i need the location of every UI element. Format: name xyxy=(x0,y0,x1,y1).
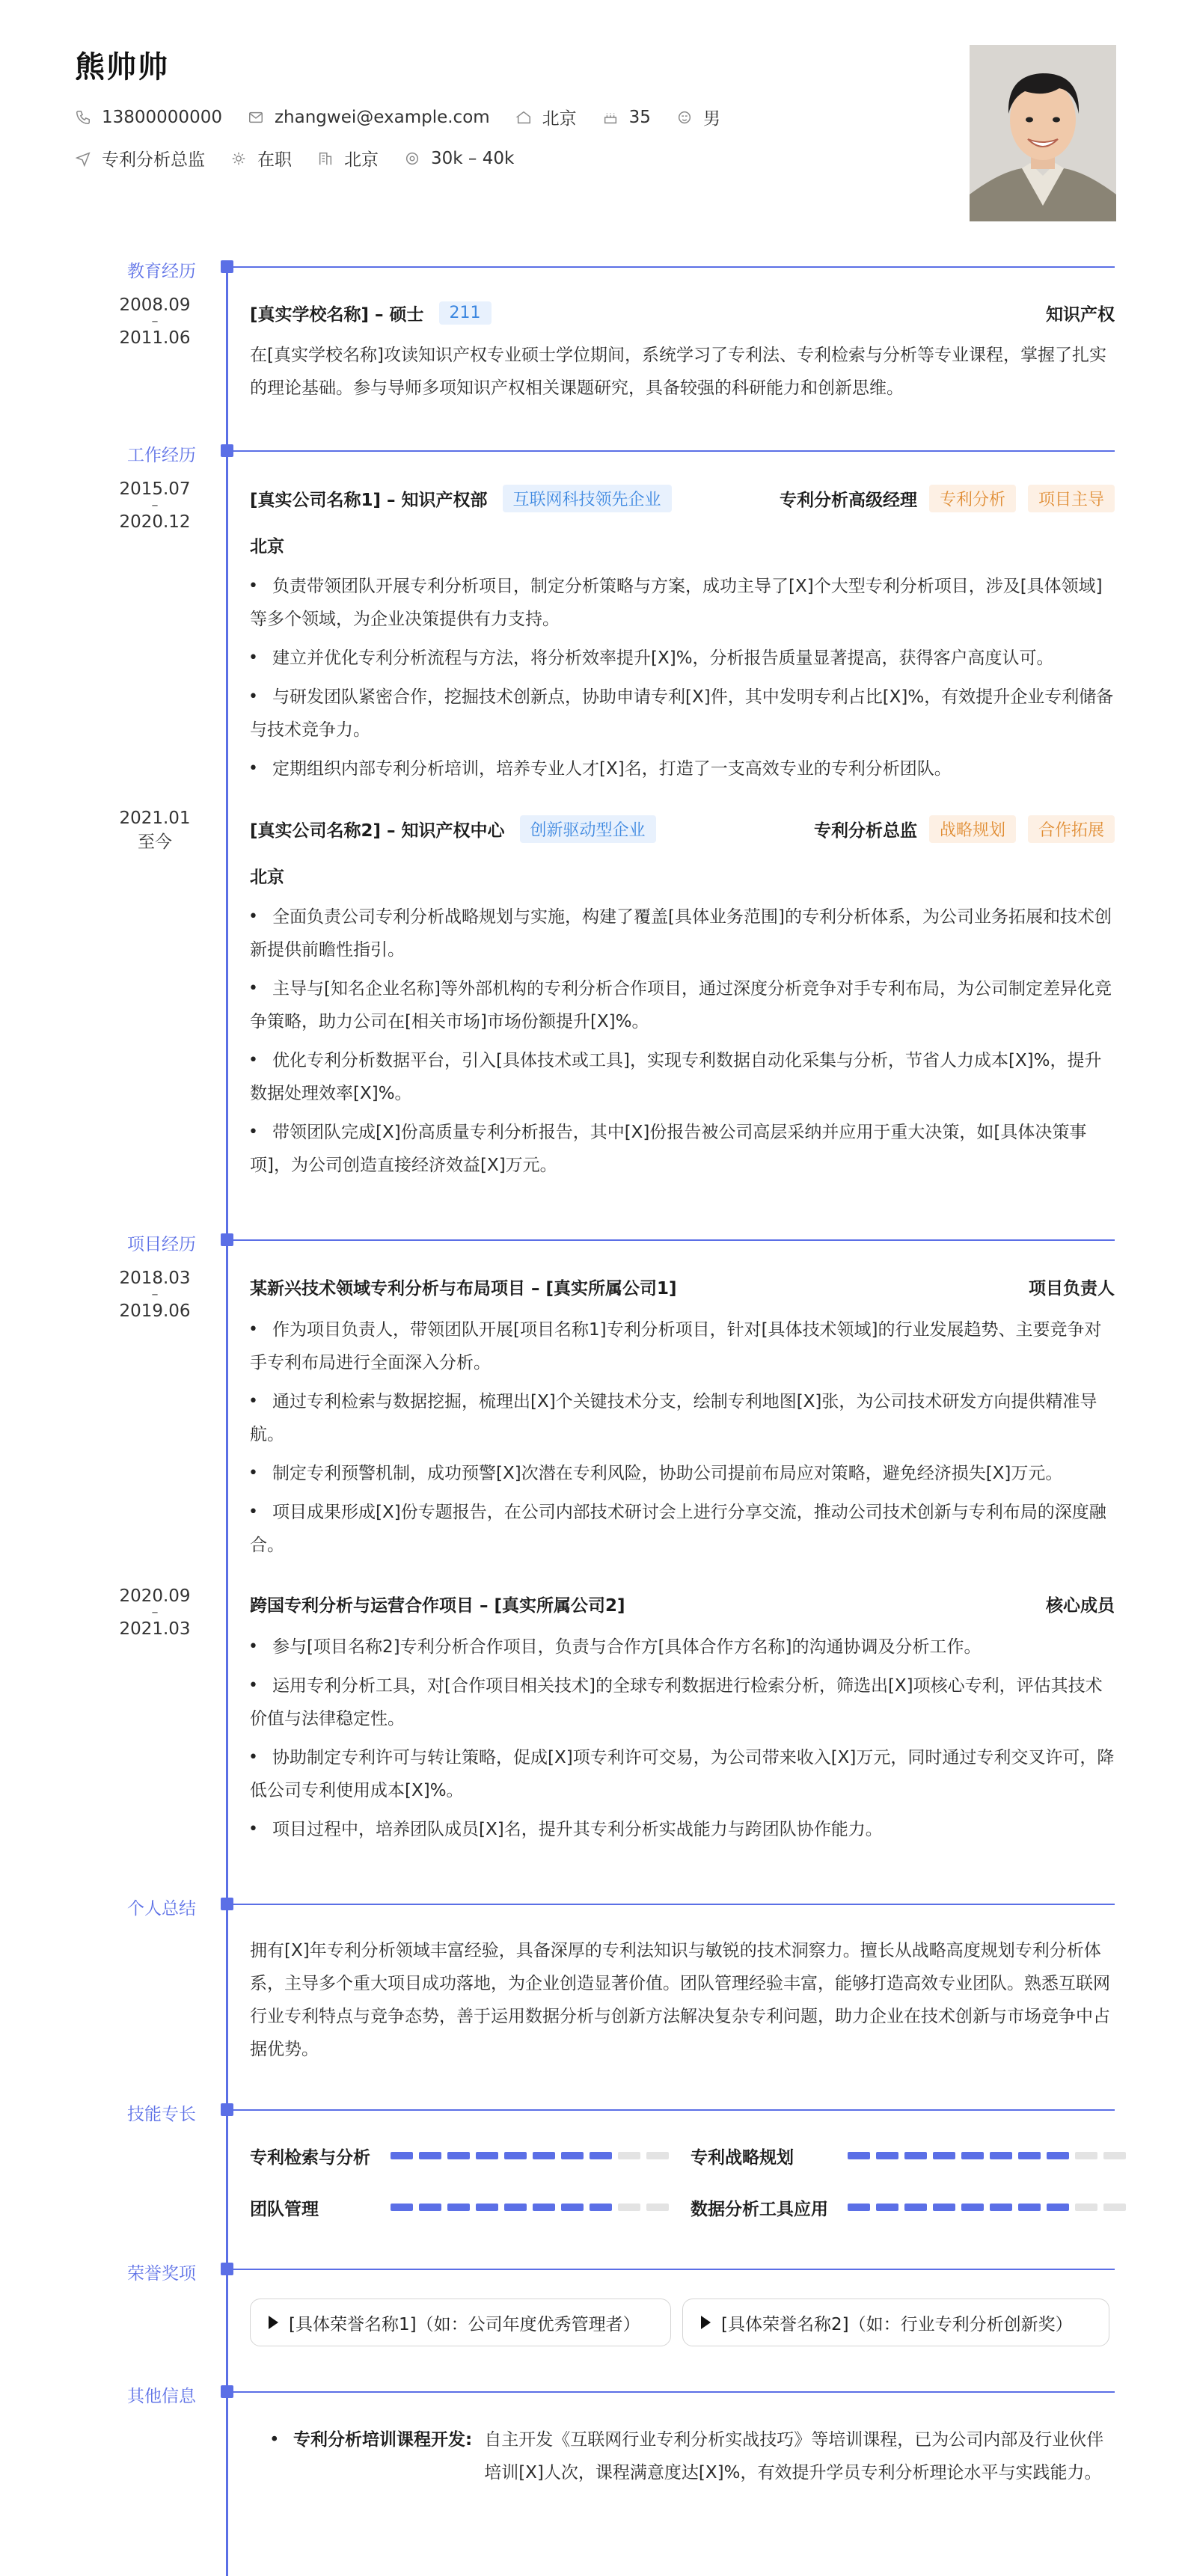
bullet-text: • 优化专利分析数据平台，引入[具体技术或工具]，实现专利数据自动化采集与分析，节省人力成本[X]%，提升数据处理效率[X]%。 xyxy=(250,1051,1102,1103)
section-divider xyxy=(233,2391,1115,2393)
section-title-projects: 项目经历 xyxy=(127,1235,196,1254)
skill-level-segment xyxy=(904,2152,927,2159)
list-item xyxy=(250,1116,1115,1182)
bullet-text: • 项目过程中，培养团队成员[X]名，提升其专利分析实战能力与跨团队协作能力。 xyxy=(272,1820,883,1839)
skill-level-segment xyxy=(447,2204,470,2211)
section-marker xyxy=(221,2385,233,2398)
skill-name: 数据分析工具应用 xyxy=(691,2199,828,2219)
location-text: 北京 xyxy=(542,109,577,129)
honor-text: [具体荣誉名称2]（如：行业专利分析创新奖） xyxy=(721,2314,1073,2334)
location-item xyxy=(515,105,577,129)
date-end: 2011.06 xyxy=(119,328,191,348)
salary-text: 30k – 40k xyxy=(431,148,515,168)
project-1-date xyxy=(114,1269,196,1320)
bullet-text: • 协助制定专利许可与转让策略，促成[X]项专利许可交易，为公司带来收入[X]万元，同时通过专利交叉许可，降低公司专利使用成本[X]%。 xyxy=(250,1748,1115,1800)
skill-level-segment xyxy=(961,2152,984,2159)
job-row xyxy=(75,146,539,171)
section-title-honors: 荣誉奖项 xyxy=(127,2264,196,2284)
skill-level-segment xyxy=(1047,2152,1069,2159)
section-divider xyxy=(233,1239,1115,1241)
project-2-date xyxy=(114,1587,196,1638)
skill-level-segment xyxy=(1103,2204,1126,2211)
skill-level-bar xyxy=(391,2204,675,2211)
list-item xyxy=(250,1313,1115,1379)
education-entry-header xyxy=(250,298,1115,328)
skill-level-segment xyxy=(504,2152,527,2159)
skill-level-segment xyxy=(876,2204,898,2211)
list-item xyxy=(250,1741,1115,1807)
bullet-text: • 制定专利预警机制，成功预警[X]次潜在专利风险，协助公司提前布局应对策略，避免经济损失[X]万元。 xyxy=(272,1464,1063,1483)
list-item xyxy=(250,642,1115,675)
status-text: 在职 xyxy=(257,150,292,170)
date-start: 2015.07 xyxy=(119,479,191,499)
bullet-text: • 定期组织内部专利分析培训，培养专业人才[X]名，打造了一支高效专业的专利分析团队。 xyxy=(272,759,952,779)
skill-level-segment xyxy=(990,2204,1012,2211)
salary-item xyxy=(404,149,514,168)
skill-level-segment xyxy=(1075,2204,1097,2211)
work-2-header xyxy=(250,814,1115,844)
skill-level-bar xyxy=(391,2152,675,2159)
section-honors xyxy=(0,2260,1188,2282)
date-end: 2019.06 xyxy=(119,1301,191,1321)
skill-level-segment xyxy=(590,2204,612,2211)
gender-item xyxy=(676,105,720,129)
section-other xyxy=(0,2382,1188,2405)
skill-item xyxy=(250,2144,675,2167)
list-item xyxy=(250,901,1115,966)
honor-card xyxy=(682,2299,1109,2346)
avatar-portrait xyxy=(970,45,1116,221)
bullet-marker: • xyxy=(269,2430,280,2450)
skill-level-segment xyxy=(391,2152,413,2159)
company-name: [真实公司名称1] – 知识产权部 xyxy=(250,490,488,510)
list-item xyxy=(250,1669,1115,1735)
bullet-text: • 参与[项目名称2]专利分析合作项目，负责与合作方[具体合作方名称]的沟通协调及分析工作。 xyxy=(272,1637,982,1657)
email-text: zhangwei@example.com xyxy=(274,107,490,127)
section-divider xyxy=(233,450,1115,452)
skill-item xyxy=(691,2196,1132,2218)
phone-text: 13800000000 xyxy=(102,107,222,127)
school-name: [真实学校名称] – 硕士 xyxy=(250,304,424,325)
skill-level-segment xyxy=(561,2152,584,2159)
section-marker xyxy=(221,2263,233,2275)
work-1-header xyxy=(250,483,1115,513)
skill-item xyxy=(250,2196,675,2218)
skill-level-segment xyxy=(848,2152,870,2159)
skill-level-segment xyxy=(1075,2152,1097,2159)
section-divider xyxy=(233,1904,1115,1905)
project-2-header xyxy=(250,1589,1115,1619)
skill-level-segment xyxy=(561,2204,584,2211)
company-name: [真实公司名称2] – 知识产权中心 xyxy=(250,821,505,841)
section-title-other: 其他信息 xyxy=(127,2387,196,2406)
work-2-bullets xyxy=(250,901,1115,1188)
skill-level-segment xyxy=(848,2204,870,2211)
skill-level-segment xyxy=(419,2152,441,2159)
candidate-name: 熊帅帅 xyxy=(75,50,169,85)
list-item xyxy=(250,1496,1115,1562)
date-separator: – xyxy=(151,497,159,513)
skill-level-segment xyxy=(533,2152,555,2159)
bullet-text: • 与研发团队紧密合作，挖掘技术创新点，协助申请专利[X]件，其中发明专利占比[X]%，有效提升企业专利储备与技术竞争力。 xyxy=(250,687,1114,740)
skill-level-segment xyxy=(447,2152,470,2159)
skill-level-segment xyxy=(590,2152,612,2159)
work-city: 北京 xyxy=(250,868,284,887)
home-icon xyxy=(515,109,532,126)
bullet-text: • 全面负责公司专利分析战略规划与实施，构建了覆盖[具体业务范围]的专利分析体系，为公司业务拓展和技术创新提供前瞻性指引。 xyxy=(250,907,1112,960)
coin-icon xyxy=(404,150,420,167)
phone-item xyxy=(75,108,222,127)
skill-level-segment xyxy=(476,2152,498,2159)
project-role: 项目负责人 xyxy=(1029,1278,1115,1298)
list-item xyxy=(250,752,1115,785)
section-projects xyxy=(0,1230,1188,1253)
section-divider xyxy=(233,2109,1115,2111)
gear-icon xyxy=(230,150,247,167)
role-tag: 合作拓展 xyxy=(1028,815,1115,843)
section-marker xyxy=(221,444,233,457)
work-1-bullets xyxy=(250,570,1115,791)
skill-item xyxy=(691,2144,1132,2167)
project-1-header xyxy=(250,1272,1115,1301)
job-title-text: 专利分析总监 xyxy=(102,150,205,170)
role-tag: 战略规划 xyxy=(929,815,1016,843)
section-title-education: 教育经历 xyxy=(127,262,196,281)
bullet-text: • 运用专利分析工具，对[合作项目相关技术]的全球专利数据进行检索分析，筛选出[X]项核心专利，评估其技术价值与法律稳定性。 xyxy=(250,1676,1103,1729)
list-item xyxy=(250,570,1115,636)
send-icon xyxy=(75,150,91,167)
skill-level-segment xyxy=(961,2204,984,2211)
skill-level-segment xyxy=(933,2204,955,2211)
date-start: 2020.09 xyxy=(119,1586,191,1606)
date-separator: – xyxy=(151,1604,159,1620)
skill-level-segment xyxy=(391,2204,413,2211)
date-start: 2021.01 xyxy=(119,809,191,828)
work-2-date xyxy=(114,809,196,851)
email-item xyxy=(248,108,490,127)
bullet-text: • 项目成果形成[X]份专题报告，在公司内部技术研讨会上进行分享交流，推动公司技术创新与专利布局的深度融合。 xyxy=(250,1503,1106,1555)
list-item xyxy=(250,1631,1115,1663)
company-tag: 互联网科技领先企业 xyxy=(503,485,672,512)
gender-text: 男 xyxy=(702,109,720,129)
age-text: 35 xyxy=(628,107,651,127)
section-skills xyxy=(0,2100,1188,2123)
resume-header xyxy=(75,39,1122,226)
role-tag: 专利分析 xyxy=(929,485,1016,512)
bullet-text: • 带领团队完成[X]份高质量专利分析报告，其中[X]份报告被公司高层采纳并应用于重大决策，如[具体决策事项]，为公司创造直接经济效益[X]万元。 xyxy=(250,1123,1087,1175)
date-end: 2021.03 xyxy=(119,1619,191,1639)
major-text: 知识产权 xyxy=(1046,304,1115,325)
section-marker xyxy=(221,260,233,273)
date-end: 2020.12 xyxy=(119,512,191,532)
timeline-line xyxy=(226,267,228,2576)
company-tag: 创新驱动型企业 xyxy=(520,815,656,843)
work-city: 北京 xyxy=(250,537,284,556)
age-item xyxy=(602,108,651,127)
list-item xyxy=(250,681,1115,746)
project-1-bullets xyxy=(250,1313,1115,1568)
date-start: 2018.03 xyxy=(119,1269,191,1288)
section-divider xyxy=(233,2269,1115,2270)
bullet-text: • 建立并优化专利分析流程与方法，将分析效率提升[X]%，分析报告质量显著提高，获得客户高度认可。 xyxy=(272,648,1054,668)
job-role: 专利分析总监 xyxy=(813,821,917,841)
target-city-item xyxy=(317,146,379,171)
skill-level-segment xyxy=(476,2204,498,2211)
bullet-text: • 作为项目负责人，带领团队开展[项目名称1]专利分析项目，针对[具体技术领域]的行业发展趋势、主要竞争对手专利布局进行全面深入分析。 xyxy=(250,1320,1102,1373)
play-icon xyxy=(701,2316,711,2329)
skill-level-segment xyxy=(904,2204,927,2211)
section-marker xyxy=(221,1898,233,1910)
skill-level-segment xyxy=(1047,2204,1069,2211)
project-2-bullets xyxy=(250,1631,1115,1852)
skill-level-segment xyxy=(646,2204,669,2211)
job-title-item xyxy=(75,146,205,171)
job-role: 专利分析高级经理 xyxy=(779,490,917,510)
contact-row xyxy=(75,105,746,129)
section-divider xyxy=(233,266,1115,268)
skill-level-segment xyxy=(990,2152,1012,2159)
section-marker xyxy=(221,2103,233,2116)
skill-level-segment xyxy=(419,2204,441,2211)
section-title-summary: 个人总结 xyxy=(127,1899,196,1919)
skill-name: 专利检索与分析 xyxy=(250,2147,370,2168)
section-marker xyxy=(221,1233,233,1246)
cake-icon xyxy=(602,109,619,126)
skill-level-bar xyxy=(848,2152,1132,2159)
other-info-value: 自主开发《互联网行业专利分析实战技巧》等培训课程，已为公司内部及行业伙伴培训[X]人次，课程满意度达[X]%，有效提升学员专利分析理论水平与实践能力。 xyxy=(484,2430,1104,2483)
skill-level-segment xyxy=(618,2204,640,2211)
skill-level-segment xyxy=(1018,2152,1041,2159)
skill-level-segment xyxy=(504,2204,527,2211)
building-icon xyxy=(317,150,334,167)
summary-text: 拥有[X]年专利分析领域丰富经验，具备深厚的专利法知识与敏锐的技术洞察力。擅长从战略高度规划专利分析体系，主导多个重大项目成功落地，为企业创造显著价值。团队管理经验丰富，能够打造高效专业团队。熟悉互联网行业专利特点与竞争态势，善于运用数据分析与创新方法解决复杂专利问题，助力企业在技术创新与市场竞争中占据优势。 xyxy=(250,1941,1110,2059)
section-education xyxy=(0,257,1188,280)
skill-name: 专利战略规划 xyxy=(691,2147,794,2168)
skill-level-segment xyxy=(618,2152,640,2159)
list-item xyxy=(250,1385,1115,1451)
education-date xyxy=(114,296,196,347)
list-item xyxy=(250,972,1115,1038)
phone-icon xyxy=(75,109,91,126)
list-item xyxy=(250,1044,1115,1110)
target-city-text: 北京 xyxy=(344,150,379,170)
honor-text: [具体荣誉名称1]（如：公司年度优秀管理者） xyxy=(289,2314,640,2334)
skill-level-segment xyxy=(1018,2204,1041,2211)
date-end: 至今 xyxy=(138,832,172,852)
skill-level-segment xyxy=(1103,2152,1126,2159)
profile-photo xyxy=(970,45,1116,221)
skill-level-segment xyxy=(933,2152,955,2159)
work-1-date xyxy=(114,480,196,531)
date-separator: – xyxy=(151,1287,159,1302)
bullet-text: • 通过专利检索与数据挖掘，梳理出[X]个关键技术分支，绘制专利地图[X]张，为公司技术研发方向提供精准导航。 xyxy=(250,1392,1097,1444)
bullet-text: • 主导与[知名企业名称]等外部机构的专利分析合作项目，通过深度分析竞争对手专利布局，为公司制定差异化竞争策略，助力公司在[相关市场]市场份额提升[X]%。 xyxy=(250,979,1112,1031)
date-start: 2008.09 xyxy=(119,295,191,315)
list-item xyxy=(250,1457,1115,1490)
honor-card xyxy=(250,2299,671,2346)
list-item xyxy=(250,1813,1115,1846)
project-name: 跨国专利分析与运营合作项目 – [真实所属公司2] xyxy=(250,1595,625,1616)
skill-level-bar xyxy=(848,2204,1132,2211)
school-tag: 211 xyxy=(439,301,492,325)
skill-level-segment xyxy=(646,2152,669,2159)
project-role: 核心成员 xyxy=(1046,1595,1115,1616)
section-title-skills: 技能专长 xyxy=(127,2105,196,2124)
skill-level-segment xyxy=(533,2204,555,2211)
other-info-item xyxy=(250,2423,1115,2489)
project-name: 某新兴技术领域专利分析与布局项目 – [真实所属公司1] xyxy=(250,1278,677,1298)
section-work xyxy=(0,441,1188,464)
mail-icon xyxy=(248,109,264,126)
skill-name: 团队管理 xyxy=(250,2199,319,2219)
section-summary xyxy=(0,1895,1188,1917)
bullet-text: • 负责带领团队开展专利分析项目，制定分析策略与方案，成功主导了[X]个大型专利分析项目，涉及[具体领域]等多个领域，为企业决策提供有力支持。 xyxy=(250,577,1103,629)
date-separator: – xyxy=(151,313,159,329)
section-title-work: 工作经历 xyxy=(127,446,196,465)
play-icon xyxy=(269,2316,278,2329)
status-item xyxy=(230,146,292,171)
skill-level-segment xyxy=(876,2152,898,2159)
education-description: 在[真实学校名称]攻读知识产权专业硕士学位期间，系统学习了专利法、专利检索与分析等专业课程，掌握了扎实的理论基础。参与导师多项知识产权相关课题研究，具备较强的科研能力和创新思维。 xyxy=(250,346,1106,398)
other-info-key: 专利分析培训课程开发: xyxy=(293,2430,473,2450)
gender-icon xyxy=(676,109,693,126)
role-tag: 项目主导 xyxy=(1028,485,1115,512)
